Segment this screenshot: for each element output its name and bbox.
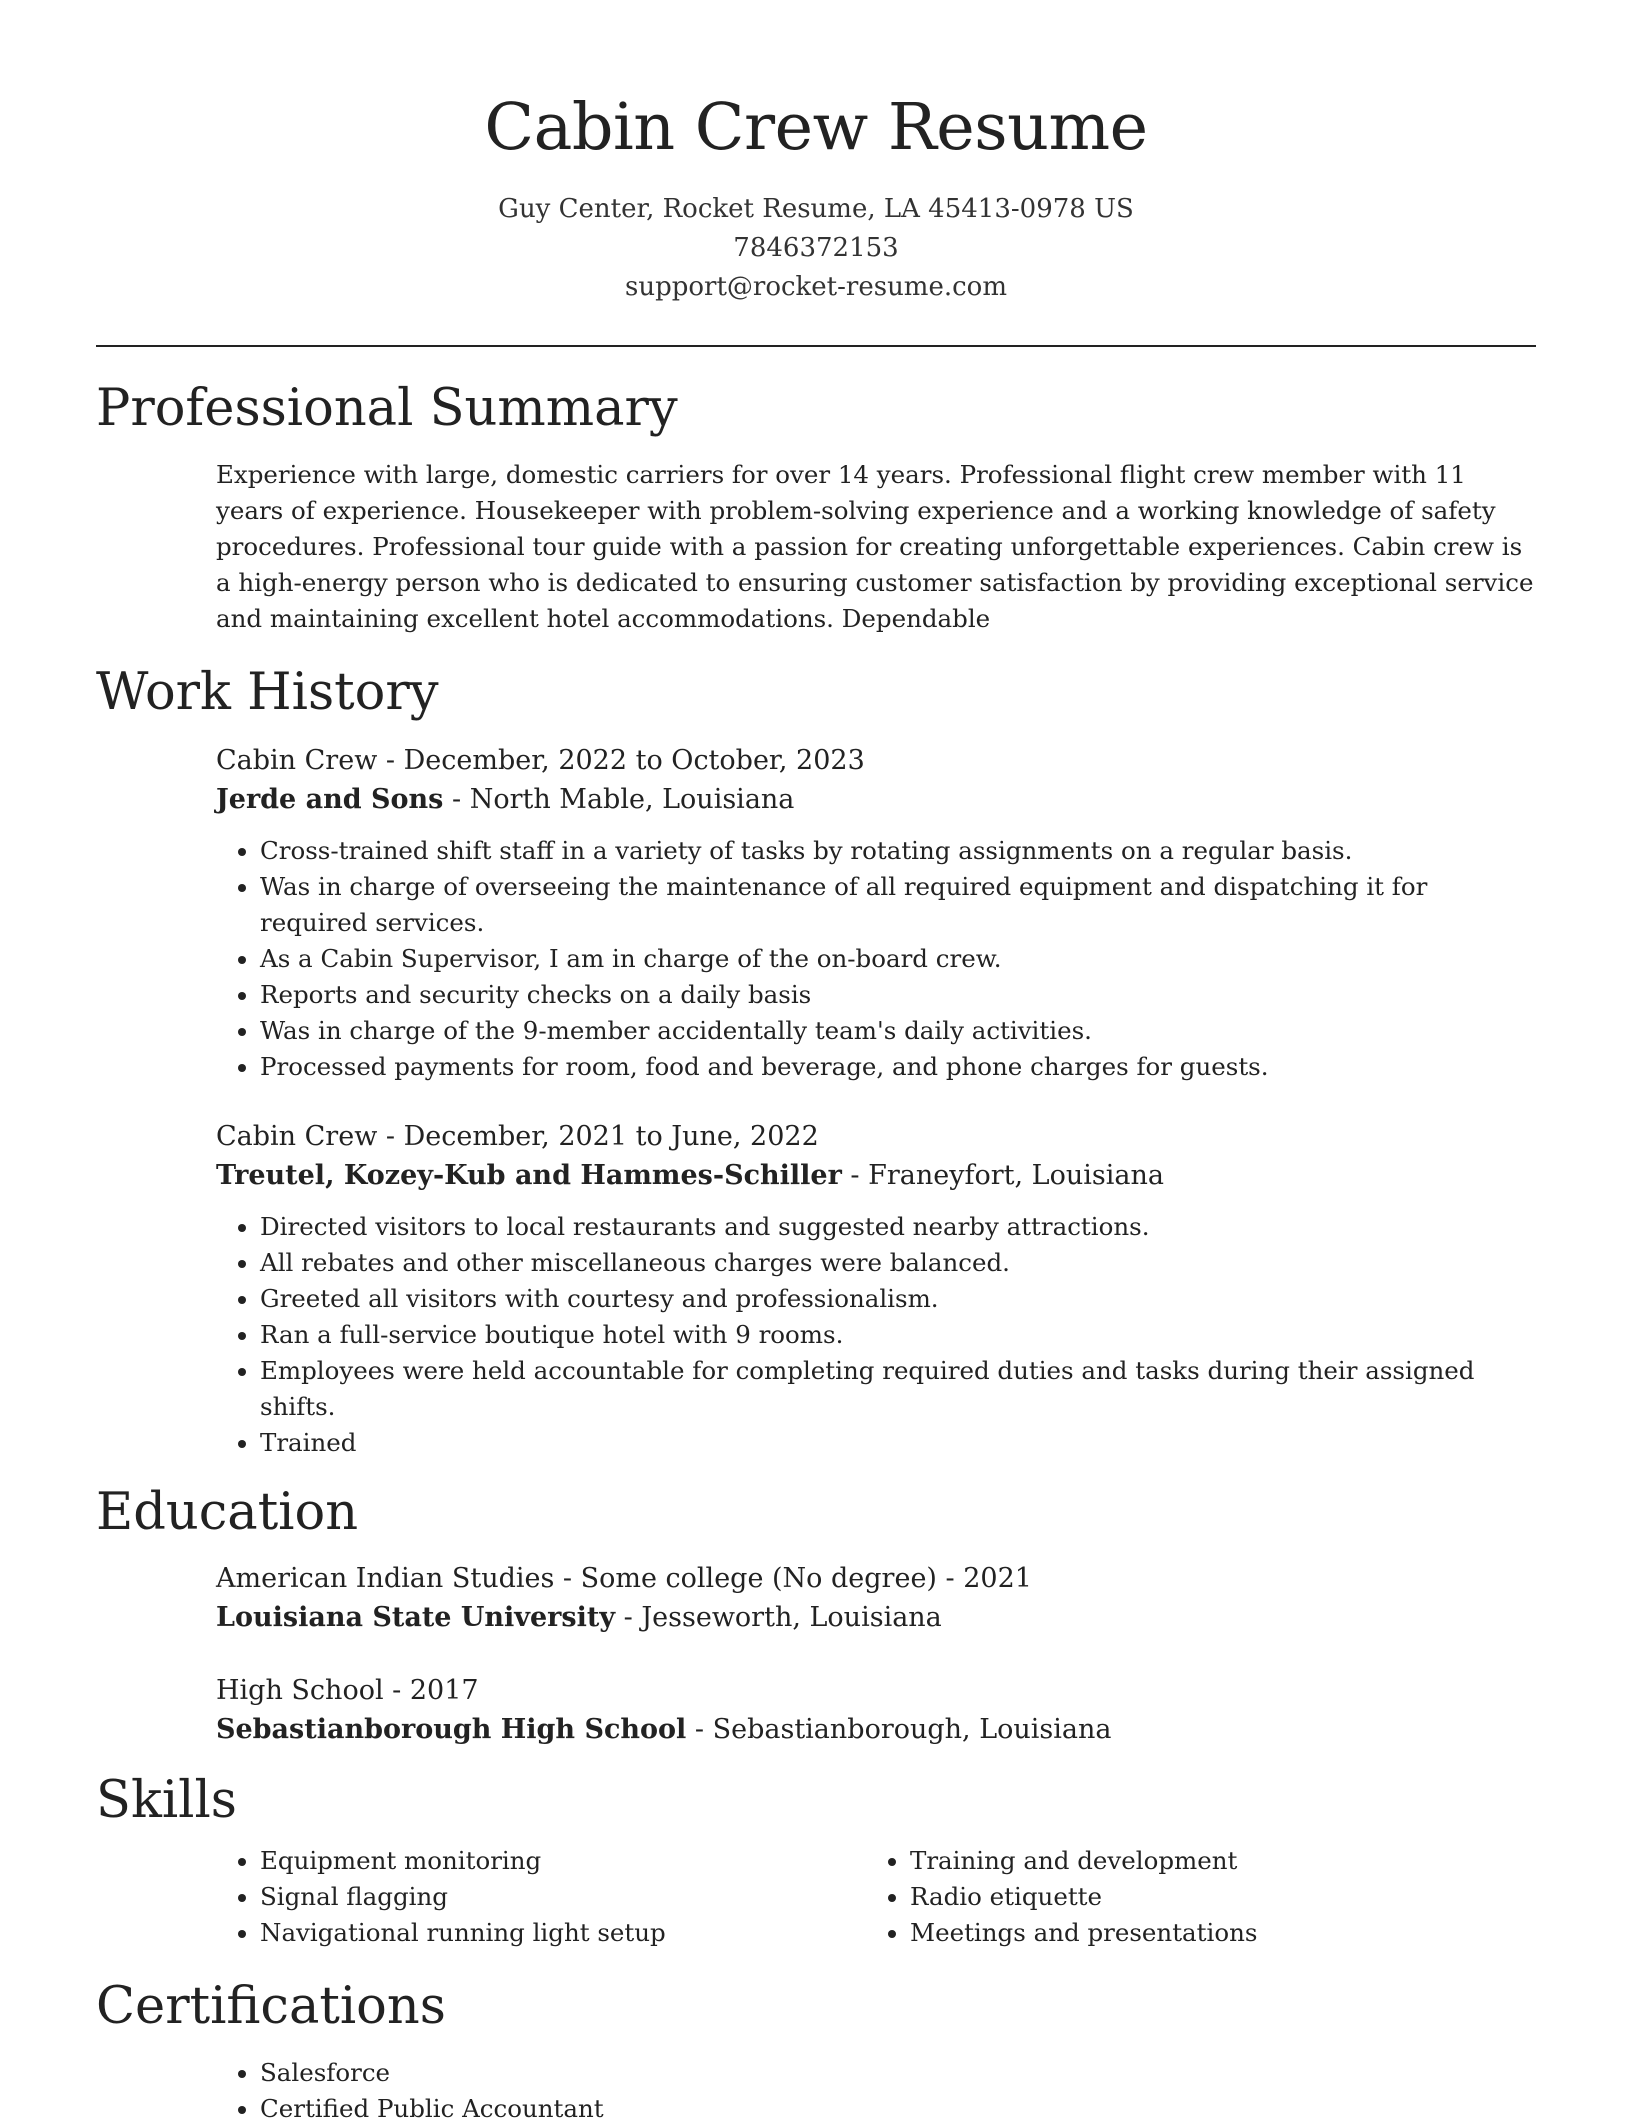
list-item: • Navigational running light setup (260, 1915, 866, 1951)
list-item: • Equipment monitoring (260, 1843, 866, 1879)
education-degree: High School - 2017 (216, 1675, 479, 1706)
certifications-section (96, 1975, 1536, 2127)
list-item: • Salesforce (260, 2055, 1536, 2091)
certifications-heading: Certifications (96, 1977, 446, 2036)
job-location: Franeyfort, Louisiana (868, 1160, 1164, 1191)
list-item: • Was in charge of the 9-member accidentally team's daily activities. (260, 1013, 1536, 1049)
education-school: Sebastianborough High School (216, 1714, 687, 1745)
job-entry (216, 741, 1536, 1085)
list-item: • Certified Public Accountant (260, 2091, 1536, 2127)
education-location: Sebastianborough, Louisiana (712, 1714, 1112, 1745)
list-item: • Reports and security checks on a daily basis (260, 977, 1536, 1013)
summary-section (96, 377, 1536, 637)
list-item: • All rebates and other miscellaneous charges were balanced. (260, 1245, 1536, 1281)
work-history-section (96, 661, 1536, 1461)
skills-list-right (866, 1843, 1536, 1951)
education-degree: American Indian Studies - Some college (No degree) - 2021 (216, 1563, 1032, 1594)
education-entry (216, 1559, 1536, 1637)
list-item: • Was in charge of overseeing the maintenance of all required equipment and dispatching it for required services. (260, 869, 1536, 941)
job-location: North Mable, Louisiana (469, 784, 795, 815)
education-section (96, 1481, 1536, 1749)
list-item: • Processed payments for room, food and beverage, and phone charges for guests. (260, 1049, 1536, 1085)
certifications-list (216, 2055, 1536, 2127)
job-duties-list (216, 1209, 1536, 1461)
education-school-line: Louisiana State University - Jesseworth, Louisiana (216, 1602, 942, 1633)
job-role: Cabin Crew (216, 745, 378, 776)
list-item: • Training and development (910, 1843, 1536, 1879)
list-item: • Meetings and presentations (910, 1915, 1536, 1951)
job-company: Jerde and Sons (216, 784, 444, 815)
job-duties-list (216, 833, 1536, 1085)
education-school: Louisiana State University (216, 1602, 616, 1633)
job-entry (216, 1117, 1536, 1461)
job-dates: December, 2022 to October, 2023 (403, 745, 865, 776)
contact-address: Guy Center, Rocket Resume, LA 45413-0978 US (498, 194, 1134, 224)
skills-list-left (216, 1843, 866, 1951)
skills-section (96, 1769, 1536, 1951)
skills-heading: Skills (96, 1771, 237, 1830)
job-title-line: Cabin Crew - December, 2021 to June, 2022 (216, 1121, 819, 1152)
job-company-line: Jerde and Sons - North Mable, Louisiana (216, 784, 795, 815)
education-location: Jesseworth, Louisiana (641, 1602, 942, 1633)
list-item: • Radio etiquette (910, 1879, 1536, 1915)
list-item: • Cross-trained shift staff in a variety of tasks by rotating assignments on a regular basis. (260, 833, 1536, 869)
contact-email: support@rocket-resume.com (624, 272, 1007, 302)
list-item: • Directed visitors to local restaurants and suggested nearby attractions. (260, 1209, 1536, 1245)
job-company: Treutel, Kozey-Kub and Hammes-Schiller (216, 1160, 842, 1191)
work-history-heading: Work History (96, 663, 439, 722)
summary-text: Experience with large, domestic carriers for over 14 years. Professional flight crew member with 11 years of experience. Housekeeper with problem-solving experience and a working knowledge of safety procedures. Professional tour guide with a passion for creating unforgettable experiences. Cabin crew is a high-energy person who is dedicated to ensuring customer satisfaction by providing exceptional service and maintaining excellent hotel accommodations. Dependable (216, 460, 1534, 633)
list-item: • Trained (260, 1425, 1536, 1461)
contact-block (96, 190, 1536, 307)
list-item: • Signal flagging (260, 1879, 866, 1915)
education-school-line: Sebastianborough High School - Sebastianborough, Louisiana (216, 1714, 1112, 1745)
skills-grid (216, 1843, 1536, 1951)
list-item: • Greeted all visitors with courtesy and professionalism. (260, 1281, 1536, 1317)
resume-title: Cabin Crew Resume (484, 90, 1148, 165)
contact-phone: 7846372153 (733, 233, 899, 263)
job-dates: December, 2021 to June, 2022 (403, 1121, 819, 1152)
education-entry (216, 1671, 1536, 1749)
list-item: • Employees were held accountable for completing required duties and tasks during their assigned shifts. (260, 1353, 1536, 1425)
job-role: Cabin Crew (216, 1121, 378, 1152)
header-divider (96, 345, 1536, 347)
education-heading: Education (96, 1483, 359, 1542)
job-company-line: Treutel, Kozey-Kub and Hammes-Schiller - Franeyfort, Louisiana (216, 1160, 1164, 1191)
list-item: • Ran a full-service boutique hotel with 9 rooms. (260, 1317, 1536, 1353)
summary-heading: Professional Summary (96, 379, 678, 438)
list-item: • As a Cabin Supervisor, I am in charge of the on-board crew. (260, 941, 1536, 977)
resume-header (96, 0, 1536, 307)
job-title-line: Cabin Crew - December, 2022 to October, 2023 (216, 745, 865, 776)
